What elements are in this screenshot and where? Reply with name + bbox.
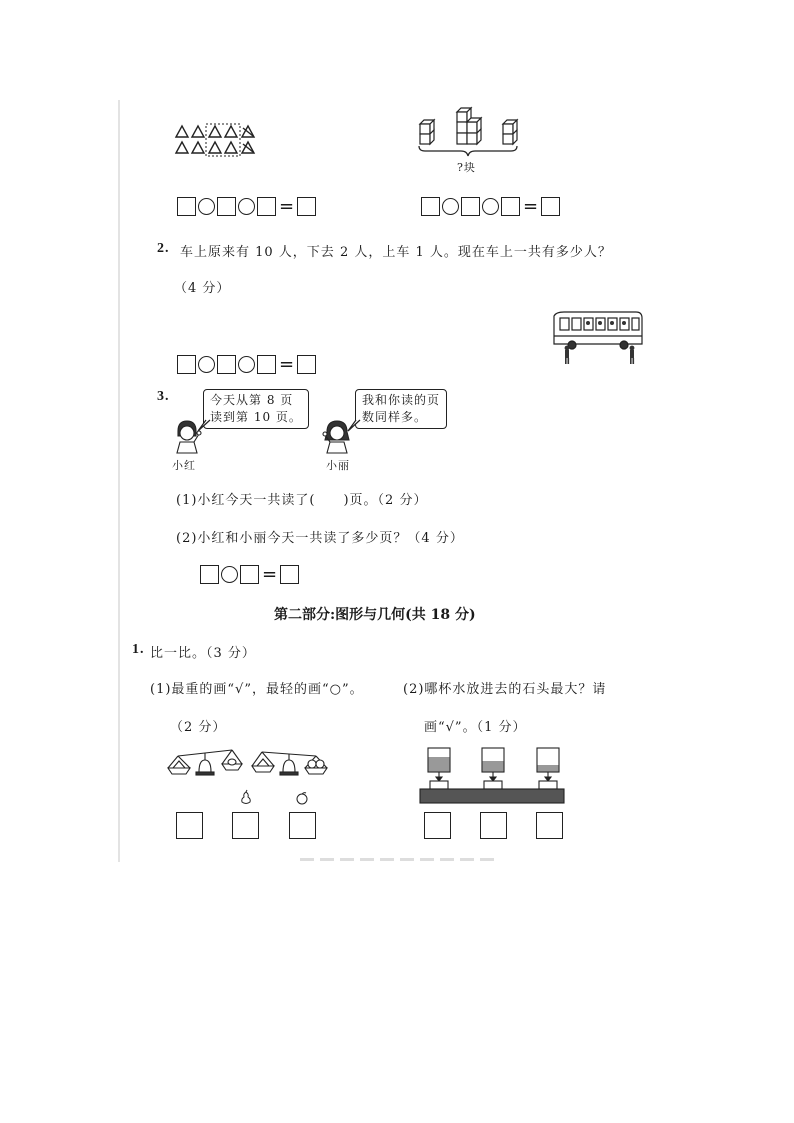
- formula-q2: [177, 354, 316, 374]
- q3-number: 3.: [157, 389, 170, 404]
- balance-scales-figure: [166, 746, 326, 784]
- formula-triangles: [177, 196, 316, 216]
- answer-box[interactable]: [297, 197, 316, 216]
- peach-icon: [296, 792, 308, 804]
- answer-box-cup-2[interactable]: [480, 812, 507, 839]
- q2-points: （4 分）: [174, 281, 231, 296]
- answer-box[interactable]: [240, 565, 259, 584]
- answer-box[interactable]: [297, 355, 316, 374]
- answer-box-cup-3[interactable]: [536, 812, 563, 839]
- pear-icon: [240, 790, 252, 804]
- part2-sub1-line1: (1)最重的画“√”，最轻的画“○”。: [150, 682, 364, 697]
- part2-q1-number: 1.: [132, 642, 145, 657]
- xiaoli-figure: [322, 418, 352, 454]
- answer-box[interactable]: [177, 197, 196, 216]
- operator-circle[interactable]: [442, 198, 459, 215]
- part2-sub1-points: （2 分）: [170, 720, 227, 735]
- answer-box[interactable]: [217, 197, 236, 216]
- page-margin-line: [118, 100, 120, 862]
- answer-box[interactable]: [541, 197, 560, 216]
- cut-off-footer: [300, 858, 500, 861]
- answer-box-scale-3[interactable]: [289, 812, 316, 839]
- equals-sign: =: [523, 195, 539, 217]
- xiaohong-figure: [172, 418, 202, 454]
- bus-illustration: [550, 310, 646, 366]
- operator-circle[interactable]: [198, 198, 215, 215]
- part2-sub2-line2: 画“√”。（1 分）: [424, 720, 527, 735]
- answer-box-scale-1[interactable]: [176, 812, 203, 839]
- water-cups-figure: [420, 744, 566, 808]
- name-xiaoli: 小丽: [326, 459, 350, 472]
- part2-q1-text: 比一比。（3 分）: [150, 646, 256, 661]
- answer-box[interactable]: [257, 355, 276, 374]
- answer-box[interactable]: [421, 197, 440, 216]
- answer-box[interactable]: [501, 197, 520, 216]
- q2-text: 车上原来有 10 人，下去 2 人，上车 1 人。现在车上一共有多少人？: [180, 245, 612, 260]
- operator-circle[interactable]: [238, 356, 255, 373]
- q3-sub2: (2)小红和小丽今天一共读了多少页？（4 分）: [176, 531, 464, 546]
- formula-cubes: [421, 196, 560, 216]
- operator-circle[interactable]: [238, 198, 255, 215]
- part2-heading: 第二部分:图形与几何(共 18 分): [274, 607, 476, 623]
- speech-bubble-xiaohong: 今天从第 8 页 读到第 10 页。: [203, 389, 309, 429]
- answer-box[interactable]: [280, 565, 299, 584]
- q3-sub1: (1)小红今天一共读了( )页。（2 分）: [176, 493, 428, 508]
- equals-sign: =: [262, 563, 278, 585]
- operator-circle[interactable]: [198, 356, 215, 373]
- equals-sign: =: [279, 195, 295, 217]
- operator-circle[interactable]: [482, 198, 499, 215]
- speech-bubble-xiaoli: 我和你读的页 数同样多。: [355, 389, 447, 429]
- cubes-label: ?块: [457, 161, 476, 174]
- answer-box[interactable]: [177, 355, 196, 374]
- equals-sign: =: [279, 353, 295, 375]
- formula-q3: [200, 564, 299, 584]
- operator-circle[interactable]: [221, 566, 238, 583]
- part2-sub2-line1: (2)哪杯水放进去的石头最大？请: [403, 682, 607, 697]
- answer-box[interactable]: [257, 197, 276, 216]
- cubes-figure: [417, 106, 519, 158]
- answer-box[interactable]: [217, 355, 236, 374]
- triangles-figure: [174, 124, 274, 160]
- answer-box[interactable]: [461, 197, 480, 216]
- q2-number: 2.: [157, 241, 170, 256]
- name-xiaohong: 小红: [172, 459, 196, 472]
- answer-box[interactable]: [200, 565, 219, 584]
- answer-box-cup-1[interactable]: [424, 812, 451, 839]
- answer-box-scale-2[interactable]: [232, 812, 259, 839]
